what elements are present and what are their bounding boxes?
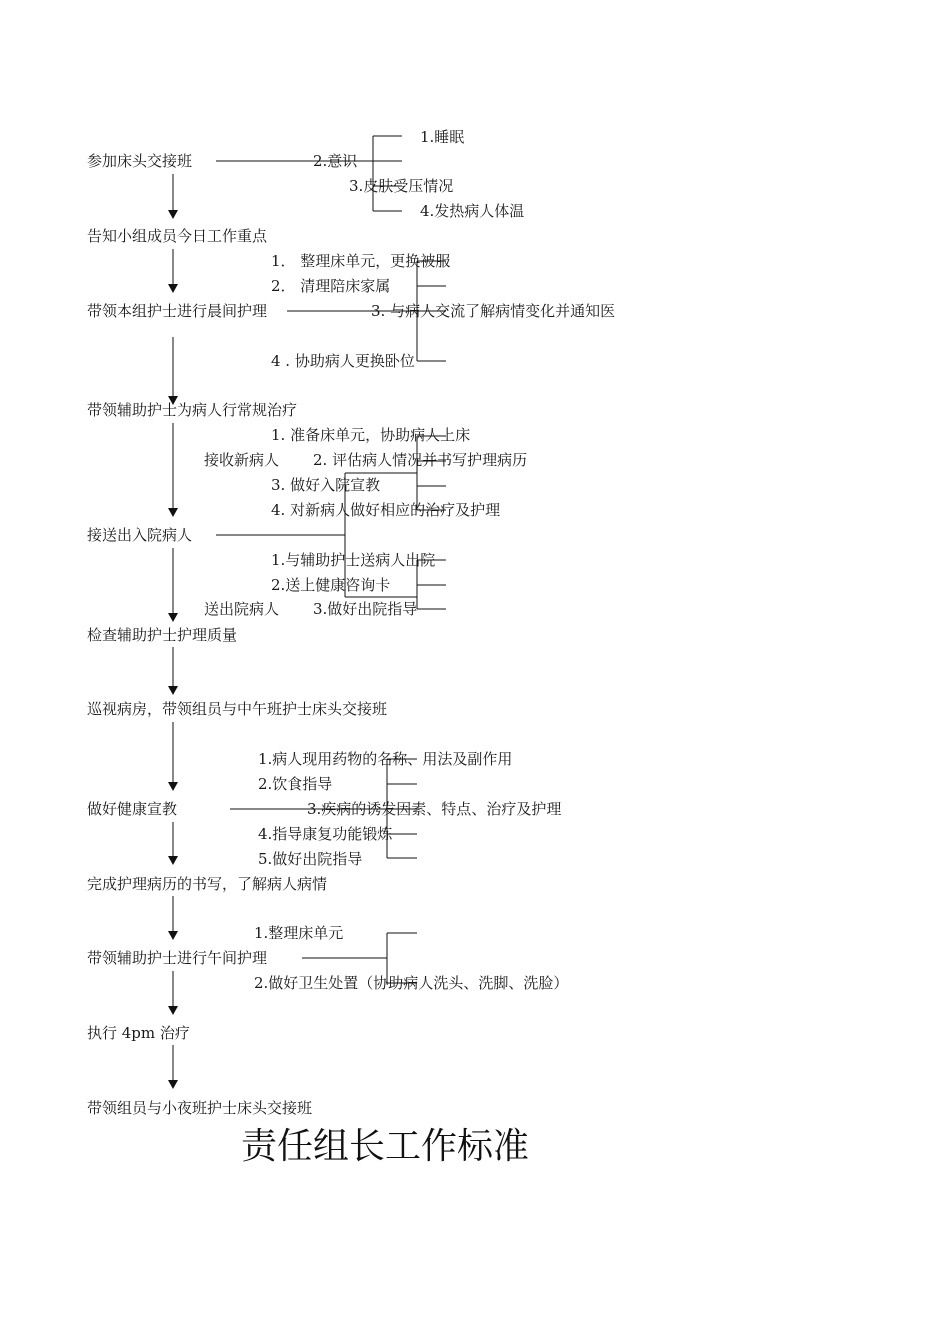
morning-care-item: 1． 整理床单元，更换被服 <box>271 252 451 270</box>
arrow-3-4 <box>168 337 178 405</box>
arrow-8-9 <box>168 822 178 865</box>
arrow-4-5 <box>168 423 178 517</box>
arrow-6-7 <box>168 647 178 695</box>
noon-care-items <box>254 924 568 992</box>
step-noon-care: 带领辅助护士进行午间护理 <box>87 949 268 967</box>
arrow-9-10 <box>168 896 178 940</box>
page-title: 责任组长工作标准 <box>241 1126 530 1167</box>
admission-item: 2. 评估病人情况并书写护理病历 <box>313 451 528 469</box>
education-item: 5.做好出院指导 <box>258 850 363 868</box>
step-admission-discharge: 接送出入院病人 <box>87 526 193 544</box>
arrow-7-8 <box>168 722 178 791</box>
discharge-item: 1.与辅助护士送病人出院 <box>271 551 436 569</box>
step-4pm-treatment: 执行 4pm 治疗 <box>87 1024 190 1042</box>
education-item: 1.病人现用药物的名称、用法及副作用 <box>258 750 513 768</box>
morning-care-item: 2． 清理陪床家属 <box>271 277 391 295</box>
handover-item: 1.睡眠 <box>420 128 465 146</box>
step-nursing-record: 完成护理病历的书写，了解病人病情 <box>87 875 328 893</box>
arrow-11-12 <box>168 1045 178 1089</box>
step-quality-check: 检查辅助护士护理质量 <box>87 626 238 644</box>
admission-label: 接收新病人 <box>204 451 280 469</box>
step-daily-focus: 告知小组成员今日工作重点 <box>87 227 268 245</box>
morning-care-item: 3. 与病人交流了解病情变化并通知医 <box>371 302 616 320</box>
handover-item: 2.意识 <box>313 152 358 170</box>
step-routine-treatment: 带领辅助护士为病人行常规治疗 <box>87 401 298 419</box>
main-steps <box>87 152 387 1117</box>
handover-item: 3.皮肤受压情况 <box>349 177 454 195</box>
step-handover: 参加床头交接班 <box>87 152 193 170</box>
arrow-1-2 <box>168 174 178 219</box>
discharge-group <box>204 551 435 618</box>
discharge-item: 3.做好出院指导 <box>313 600 418 618</box>
handover-items <box>313 128 524 220</box>
discharge-label: 送出院病人 <box>204 600 280 618</box>
handover-item: 4.发热病人体温 <box>420 202 525 220</box>
noon-care-item: 1.整理床单元 <box>254 924 344 942</box>
step-health-education: 做好健康宣教 <box>87 800 178 818</box>
admission-item: 4. 对新病人做好相应的治疗及护理 <box>271 501 501 519</box>
step-morning-care: 带领本组护士进行晨间护理 <box>87 302 268 320</box>
admission-item: 3. 做好入院宣教 <box>271 476 381 494</box>
arrow-5-6 <box>168 548 178 622</box>
step-ward-round: 巡视病房，带领组员与中午班护士床头交接班 <box>87 700 388 718</box>
noon-care-item: 2.做好卫生处置（协助病人洗头、洗脚、洗脸） <box>254 974 569 992</box>
education-item: 3.疾病的诱发因素、特点、治疗及护理 <box>307 800 562 818</box>
arrow-2-3 <box>168 249 178 293</box>
education-item: 4.指导康复功能锻炼 <box>258 825 393 843</box>
morning-care-item: 4 . 协助病人更换卧位 <box>271 352 415 370</box>
step-night-handover: 带领组员与小夜班护士床头交接班 <box>87 1099 313 1117</box>
discharge-item: 2.送上健康咨询卡 <box>271 576 391 594</box>
education-item: 2.饮食指导 <box>258 775 333 793</box>
arrow-10-11 <box>168 971 178 1015</box>
admission-item: 1. 准备床单元，协助病人上床 <box>271 426 471 444</box>
